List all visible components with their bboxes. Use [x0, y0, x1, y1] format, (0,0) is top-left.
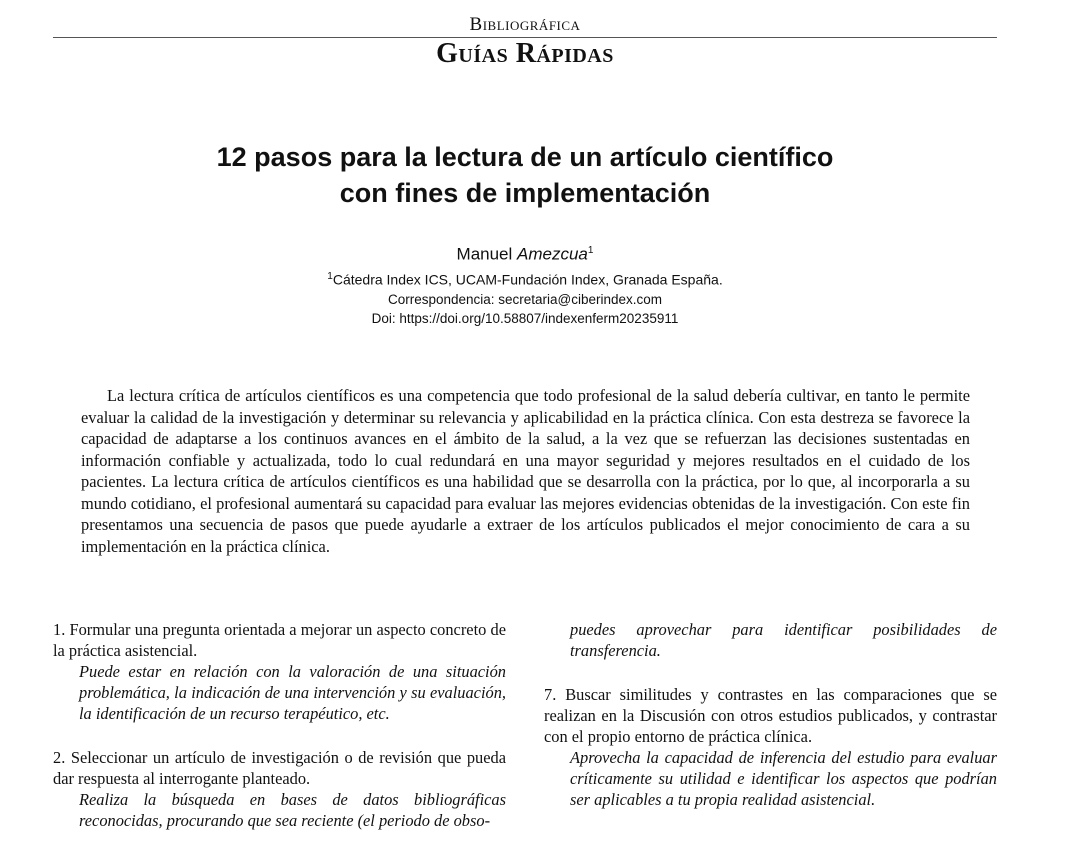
step-text: 1. Formular una pregunta orientada a mejorar un aspecto concreto de la práctica asistencial.	[53, 620, 506, 660]
correspondence: Correspondencia: secretaria@ciberindex.com	[387, 292, 663, 308]
step-text: 2. Seleccionar un artículo de investigación o de revisión que pueda dar respuesta al interrogante planteado.	[53, 748, 506, 788]
author-affiliation-marker: 1	[587, 245, 594, 256]
list-item	[544, 684, 997, 810]
step-text: 7. Buscar similitudes y contrastes en las comparaciones que se realizan en la Discusión con otros estudios publicados, y contrastar con el propio entorno de práctica clínica.	[544, 685, 997, 746]
right-column	[544, 619, 997, 833]
abstract-paragraph: La lectura crítica de artículos científicos es una competencia que todo profesional de la salud debería cultivar, en tanto le permite evaluar la calidad de la investigación y determinar su relevancia y aplicabilidad en la práctica clínica. Con esta destreza se favorece la capacidad de adaptarse a los continuos avances en el ámbito de la salud, a la vez que se refuerzan las decisiones sustentadas en información confiable y actualizada, todo lo cual redundará en una mayor seguridad y mejores resultados en el cuidado de los pacientes. La lectura crítica de artículos científicos es una habilidad que se desarrolla con la práctica, por lo que, al incorporarla a su mundo cotidiano, el profesional aumentará su capacidad para evaluar las mejores evidencias obtenidas de la investigación. Con este fin presentamos una secuencia de pasos que puede ayudarle a extraer de los artículos publicados el mejor conocimiento de cara a su implementación en la práctica clínica.	[81, 386, 970, 556]
article-title-line-1: 12 pasos para la lectura de un artículo científico	[216, 142, 834, 172]
doi-link[interactable]: Doi: https://doi.org/10.58807/indexenferm20235911	[371, 311, 679, 327]
affiliation-text: Cátedra Index ICS, UCAM-Fundación Index, Granada España.	[332, 271, 723, 288]
left-column	[53, 619, 506, 854]
author-block	[0, 240, 1050, 328]
list-item	[53, 747, 506, 831]
continued-note: puedes aprovechar para identificar posibilidades de transferencia.	[570, 620, 997, 660]
affiliation-marker: 1	[327, 270, 333, 282]
author-affiliation	[0, 266, 1050, 291]
journal-section-title: Guías Rápidas	[436, 38, 614, 69]
list-item	[53, 619, 506, 724]
author-name	[0, 240, 1050, 266]
article-title	[0, 139, 1050, 211]
step-note: Aprovecha la capacidad de inferencia del estudio para evaluar críticamente su utilidad e identificar los aspectos que podrían ser aplicables a tu propia realidad asistencial.	[570, 748, 997, 809]
step-note: Puede estar en relación con la valoración de una situación problemática, la indicación de una intervención y su evaluación, la identificación de un recurso terapéutico, etc.	[79, 662, 506, 723]
author-last-name: Amezcua	[517, 244, 588, 264]
author-first-name: Manuel	[456, 244, 518, 264]
article-title-line-2: con fines de implementación	[339, 178, 711, 208]
journal-section-label: Bibliográfica	[469, 14, 581, 35]
step-note: Realiza la búsqueda en bases de datos bibliográficas reconocidas, procurando que sea reciente (el periodo de obso-	[79, 790, 506, 830]
abstract	[81, 385, 970, 557]
